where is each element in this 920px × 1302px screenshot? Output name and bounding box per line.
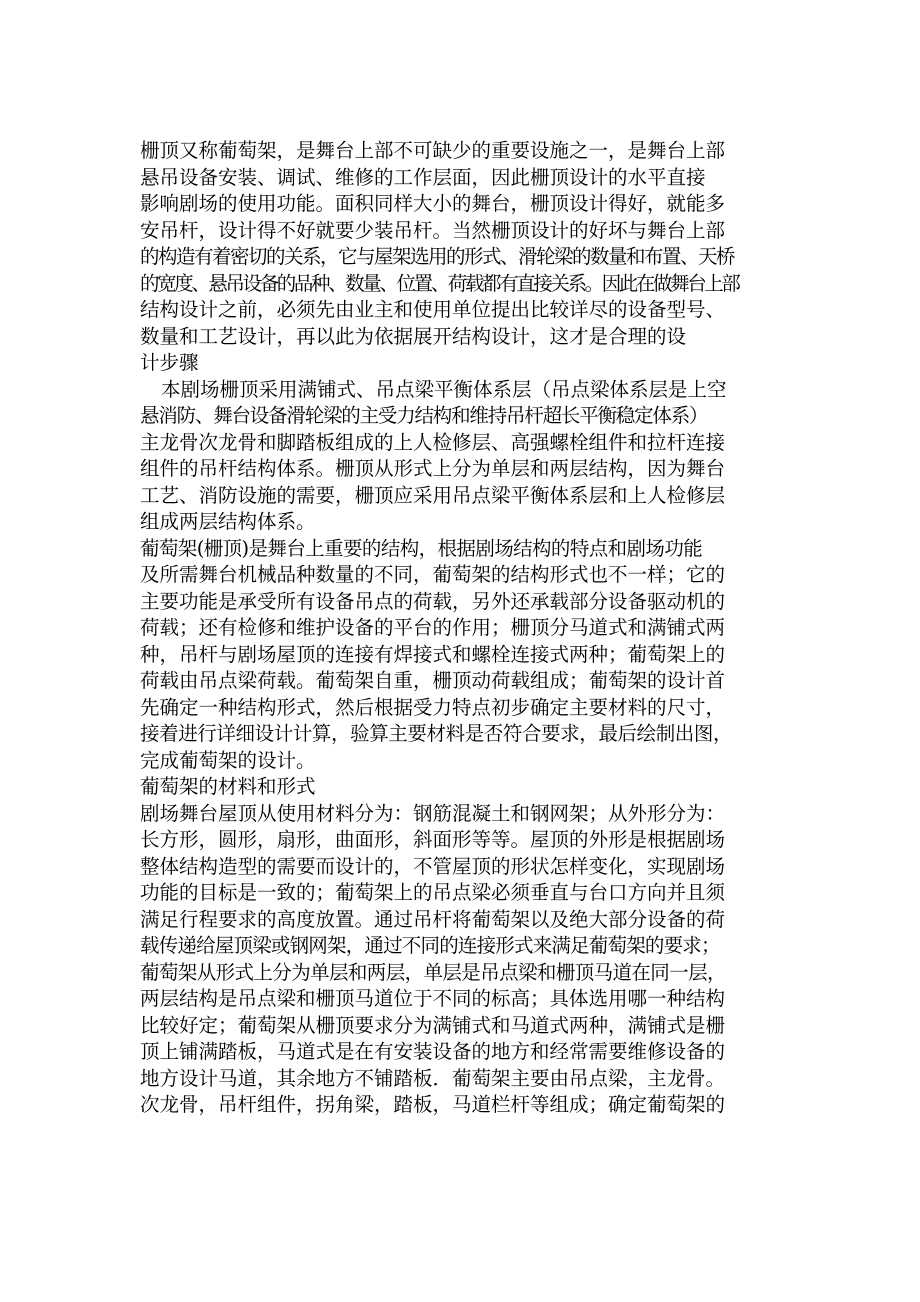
paragraph-system bbox=[140, 377, 800, 536]
section-heading: 葡萄架的材料和形式 bbox=[140, 775, 316, 798]
text-line: 种，吊杆与剧场屋顶的连接有焊接式和螺栓连接式两种；葡萄架上的 bbox=[140, 642, 726, 666]
text-line: 先确定一种结构形式，然后根据受力特点初步确定主要材料的尺寸， bbox=[140, 695, 726, 719]
text-line: 栅顶又称葡萄架，是舞台上部不可缺少的重要设施之一，是舞台上部 bbox=[140, 139, 726, 162]
text-line: 两层结构是吊点梁和栅顶马道位于不同的标高；具体选用哪一种结构 bbox=[140, 987, 726, 1010]
text-line: 主要功能是承受所有设备吊点的荷载，另外还承载部分设备驱动机的 bbox=[140, 589, 726, 613]
text-line: 地方设计马道，其余地方不铺踏板．葡萄架主要由吊点梁，主龙骨。 bbox=[140, 1066, 726, 1090]
text-line: 工艺、消防设施的需要，栅顶应采用吊点梁平衡体系层和上人检修层 bbox=[140, 483, 726, 507]
document-page bbox=[140, 138, 800, 1119]
text-line: 组成两层结构体系。 bbox=[140, 510, 316, 533]
text-line: 载传递给屋顶梁或钢网架，通过不同的连接形式来满足葡萄架的要求； bbox=[140, 934, 720, 957]
text-line: 悬吊设备安装、调试、维修的工作层面，因此栅顶设计的水平直接 bbox=[140, 165, 706, 189]
text-line: 主龙骨次龙骨和脚踏板组成的上人检修层、高强螺栓组件和拉杆连接 bbox=[140, 430, 726, 454]
text-line: 整体结构造型的需要而设计的，不管屋顶的形状怎样变化，实现剧场 bbox=[140, 854, 726, 878]
text-line: 接着进行详细设计计算，验算主要材料是否符合要求，最后绘制出图， bbox=[140, 722, 733, 745]
text-line: 葡萄架从形式上分为单层和两层，单层是吊点梁和栅顶马道在同一层， bbox=[140, 960, 726, 984]
text-line: 计步骤 bbox=[140, 351, 199, 374]
text-line: 组件的吊杆结构体系。栅顶从形式上分为单层和两层结构，因为舞台 bbox=[140, 457, 726, 480]
text-line: 功能的目标是一致的；葡萄架上的吊点梁必须垂直与台口方向并且须 bbox=[140, 881, 726, 904]
text-line: 的构造有着密切的关系，它与屋架选用的形式、滑轮梁的数量和布置、天桥 bbox=[140, 245, 735, 268]
text-line: 影响剧场的使用功能。面积同样大小的舞台，栅顶设计得好，就能多 bbox=[140, 192, 726, 215]
text-line: 数量和工艺设计，再以此为依据展开结构设计，这才是合理的设 bbox=[140, 324, 687, 348]
text-line: 剧场舞台屋顶从使用材料分为：钢筋混凝土和钢网架；从外形分为： bbox=[140, 801, 726, 825]
text-line: 顶上铺满踏板，马道式是在有安装设备的地方和经常需要维修设备的 bbox=[140, 1040, 726, 1063]
text-line: 的宽度、悬吊设备的品种、数量、位置、荷载都有直接关系。因此在做舞台上部 bbox=[140, 271, 739, 295]
paragraph-grid bbox=[140, 536, 800, 775]
text-line: 比较好定；葡萄架从栅顶要求分为满铺式和马道式两种，满铺式是栅 bbox=[140, 1013, 726, 1037]
text-line: 满足行程要求的高度放置。通过吊杆将葡萄架以及绝大部分设备的荷 bbox=[140, 907, 726, 931]
text-line: 葡萄架(栅顶)是舞台上重要的结构，根据剧场结构的特点和剧场功能 bbox=[140, 536, 703, 560]
text-line: 荷载；还有检修和维护设备的平台的作用；栅顶分马道式和满铺式两 bbox=[140, 616, 726, 639]
text-line: 次龙骨，吊杆组件，拐角梁，踏板，马道栏杆等组成；确定葡萄架的 bbox=[140, 1093, 726, 1116]
text-line: 安吊杆，设计得不好就要少装吊杆。当然栅顶设计的好坏与舞台上部 bbox=[140, 218, 726, 242]
text-line: 荷载由吊点梁荷载。葡萄架自重，栅顶动荷载组成；葡萄架的设计首 bbox=[140, 669, 726, 692]
text-line: 本剧场栅顶采用满铺式、吊点梁平衡体系层（吊点梁体系层是上空 bbox=[161, 377, 727, 401]
text-line: 长方形，圆形，扇形，曲面形，斜面形等等。屋顶的外形是根据剧场 bbox=[140, 828, 726, 851]
text-line: 完成葡萄架的设计。 bbox=[140, 748, 316, 772]
text-line: 悬消防、舞台设备滑轮梁的主受力结构和维持吊杆超长平衡稳定体系） bbox=[140, 404, 708, 427]
paragraph-intro bbox=[140, 138, 800, 377]
text-line: 结构设计之前，必须先由业主和使用单位提出比较详尽的设备型号、 bbox=[140, 298, 726, 321]
paragraph-materials bbox=[140, 801, 800, 1119]
text-line: 及所需舞台机械品种数量的不同，葡萄架的结构形式也不一样；它的 bbox=[140, 563, 726, 586]
